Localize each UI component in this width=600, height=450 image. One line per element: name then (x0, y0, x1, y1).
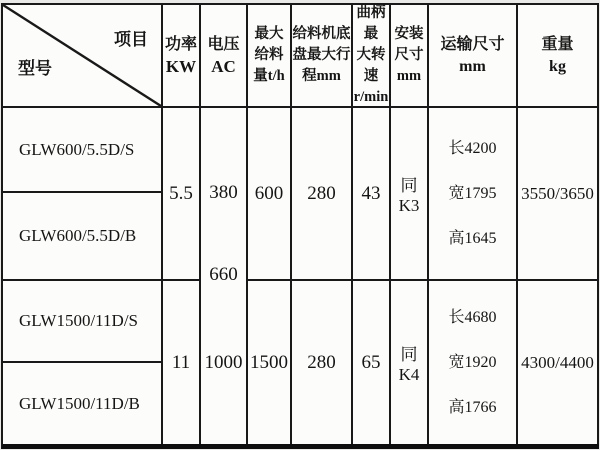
crank-speed-group-2: 65 (353, 281, 391, 444)
transport-width-2: 宽1920 (448, 354, 497, 371)
transport-height-2: 高1766 (448, 399, 497, 416)
spec-table (1, 3, 599, 449)
corner-model-label: 型号 (18, 59, 52, 78)
corner-item-label: 项目 (114, 30, 148, 49)
header-install-size: 安装 尺寸 mm (391, 5, 429, 108)
model-cell-4: GLW1500/11D/B (3, 363, 163, 444)
power-group-1: 5.5 (163, 108, 201, 281)
transport-width-1: 宽1795 (448, 185, 497, 202)
voltage-660: 660 (209, 264, 238, 285)
header-weight: 重量 kg (518, 5, 599, 108)
header-max-feed: 最大 给料 量t/h (248, 5, 292, 108)
header-crank-speed: 曲柄最 大转速 r/min (353, 5, 391, 108)
weight-group-2: 4300/4400 (518, 281, 599, 444)
chassis-stroke-group-1: 280 (292, 108, 353, 281)
header-voltage: 电压 AC (201, 5, 248, 108)
header-power: 功率 KW (163, 5, 201, 108)
voltage-cell (201, 108, 248, 444)
corner-header-cell (3, 5, 163, 108)
transport-size-group-2 (429, 281, 518, 444)
max-feed-group-2: 1500 (248, 281, 292, 444)
model-cell-2: GLW600/5.5D/B (3, 193, 163, 281)
model-cell-1: GLW600/5.5D/S (3, 108, 163, 193)
chassis-stroke-group-2: 280 (292, 281, 353, 444)
transport-length-1: 长4200 (448, 140, 497, 157)
install-size-group-1: 同K3 (391, 108, 429, 281)
transport-length-2: 长4680 (448, 309, 497, 326)
voltage-380: 380 (209, 182, 238, 203)
header-transport-size: 运输尺寸 mm (429, 5, 518, 108)
power-group-2: 11 (163, 281, 201, 444)
max-feed-group-1: 600 (248, 108, 292, 281)
header-chassis-stroke: 给料机底 盘最大行 程mm (292, 5, 353, 108)
transport-size-group-1 (429, 108, 518, 281)
crank-speed-group-1: 43 (353, 108, 391, 281)
install-size-group-2: 同K4 (391, 281, 429, 444)
transport-height-1: 高1645 (448, 230, 497, 247)
weight-group-1: 3550/3650 (518, 108, 599, 281)
voltage-1000: 1000 (204, 352, 243, 373)
model-cell-3: GLW1500/11D/S (3, 281, 163, 363)
